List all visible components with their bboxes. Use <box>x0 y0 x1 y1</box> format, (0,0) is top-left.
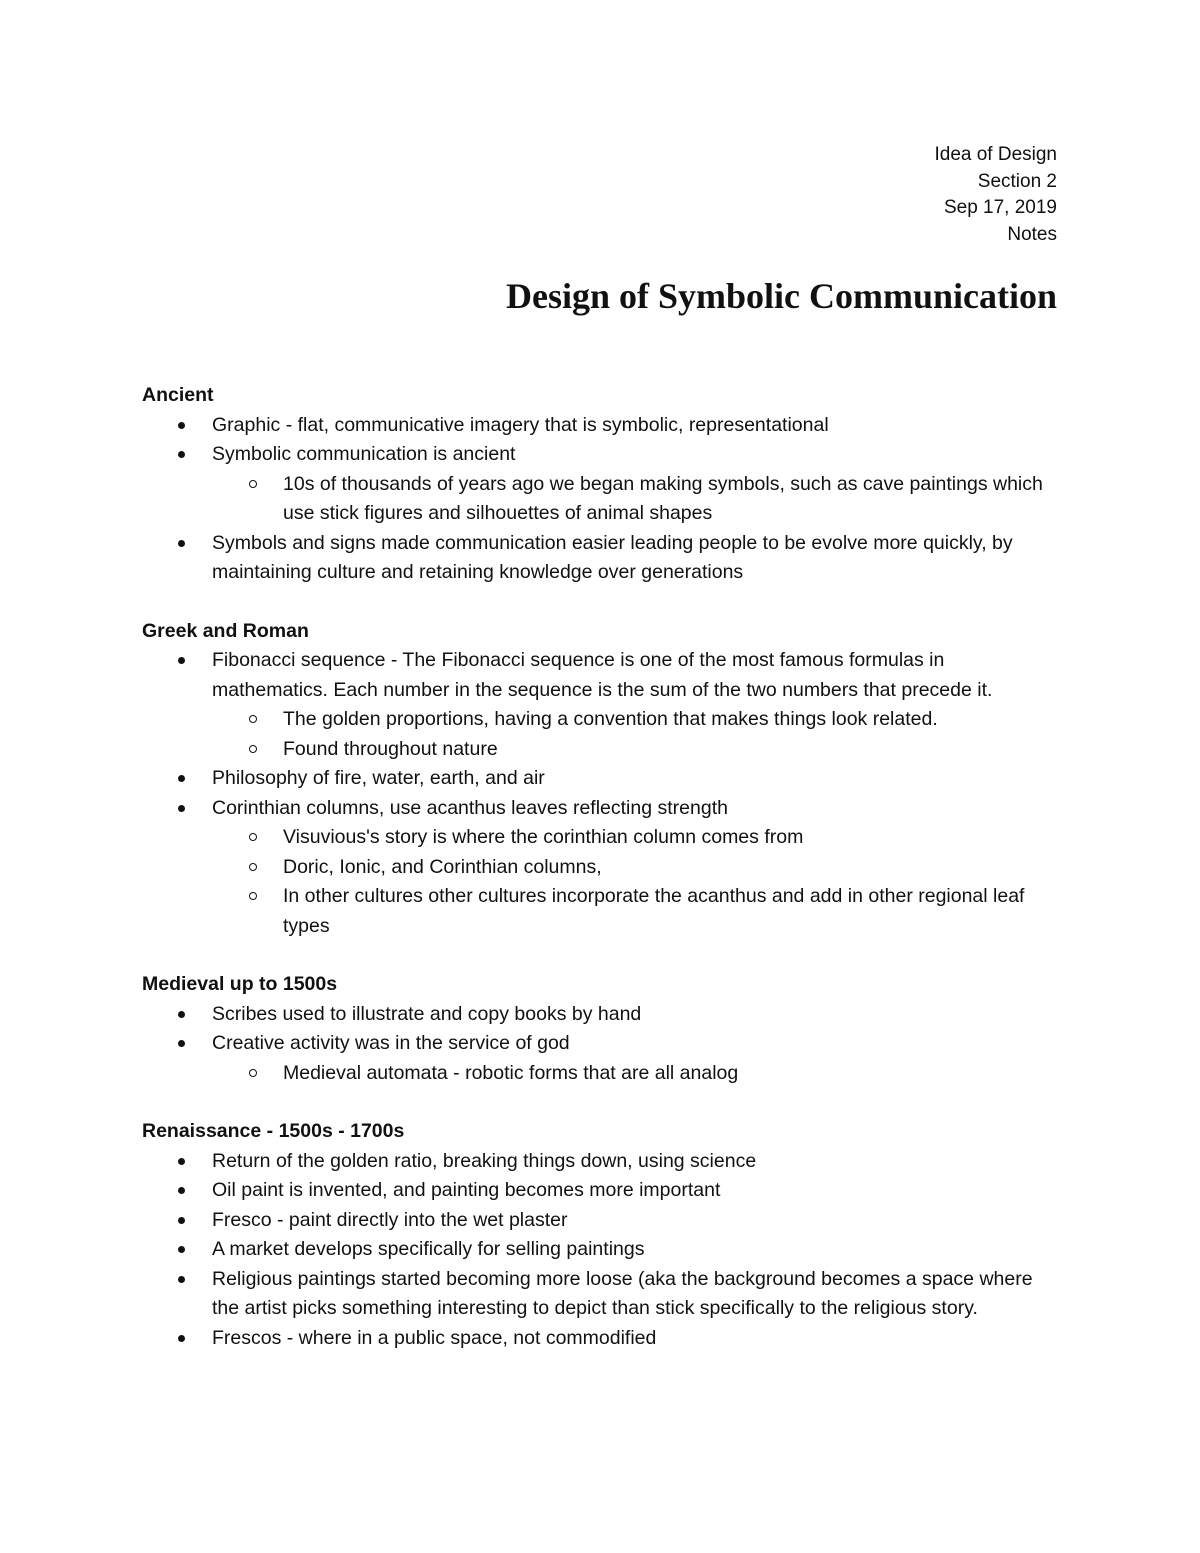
bullet-item: Symbols and signs made communication easier leading people to be evolve more quickly, by maintaining culture and retaining knowledge over generations <box>142 529 1062 588</box>
bullet-list <box>142 411 1062 588</box>
sub-bullet-item: Doric, Ionic, and Corinthian columns, <box>142 853 1062 883</box>
bullet-item: Philosophy of fire, water, earth, and air <box>142 764 1062 794</box>
bullet-item: Religious paintings started becoming more loose (aka the background becomes a space where the artist picks something interesting to depict than stick specifically to the religious story. <box>142 1265 1062 1324</box>
section-heading: Medieval up to 1500s <box>142 973 338 995</box>
section-heading: Renaissance - 1500s - 1700s <box>142 1120 405 1142</box>
bullet-item: A market develops specifically for selling paintings <box>142 1235 1062 1265</box>
notes-body <box>142 381 1062 1353</box>
bullet-item: Fibonacci sequence - The Fibonacci sequence is one of the most famous formulas in mathematics. Each number in the sequence is the sum of the two numbers that precede it. <box>142 646 1062 705</box>
section-ancient <box>142 381 1062 588</box>
bullet-item: Fresco - paint directly into the wet plaster <box>142 1206 1062 1236</box>
section-number: Section 2 <box>977 170 1057 192</box>
sub-bullet-item: 10s of thousands of years ago we began making symbols, such as cave paintings which use stick figures and silhouettes of animal shapes <box>142 470 1062 529</box>
document-date: Sep 17, 2019 <box>943 197 1057 218</box>
bullet-item: Scribes used to illustrate and copy books by hand <box>142 1000 1062 1030</box>
bullet-list <box>142 1000 1062 1089</box>
sub-bullet-item: Visuvious's story is where the corinthian column comes from <box>142 823 1062 853</box>
sub-bullet-item: Medieval automata - robotic forms that are all analog <box>142 1059 1062 1089</box>
bullet-item: Frescos - where in a public space, not commodified <box>142 1324 1062 1354</box>
bullet-item: Creative activity was in the service of god <box>142 1029 1062 1059</box>
bullet-list <box>142 646 1062 941</box>
section-medieval <box>142 970 1062 1088</box>
sub-bullet-item: The golden proportions, having a convention that makes things look related. <box>142 705 1062 735</box>
bullet-item: Return of the golden ratio, breaking things down, using science <box>142 1147 1062 1177</box>
sub-bullet-item: In other cultures other cultures incorporate the acanthus and add in other regional leaf types <box>142 882 1062 941</box>
course-name: Idea of Design <box>934 144 1057 165</box>
document-label: Notes <box>1007 223 1057 245</box>
section-greek-and-roman <box>142 617 1062 942</box>
bullet-item: Graphic - flat, communicative imagery that is symbolic, representational <box>142 411 1062 441</box>
bullet-item: Symbolic communication is ancient <box>142 440 1062 470</box>
bullet-list <box>142 1147 1062 1354</box>
bullet-item: Corinthian columns, use acanthus leaves reflecting strength <box>142 794 1062 824</box>
document-header <box>934 142 1057 248</box>
section-renaissance <box>142 1117 1062 1353</box>
section-heading: Greek and Roman <box>142 619 309 642</box>
section-heading: Ancient <box>142 384 214 406</box>
page-title: Design of Symbolic Communication <box>505 276 1057 316</box>
sub-bullet-item: Found throughout nature <box>142 735 1062 765</box>
bullet-item: Oil paint is invented, and painting becomes more important <box>142 1176 1062 1206</box>
